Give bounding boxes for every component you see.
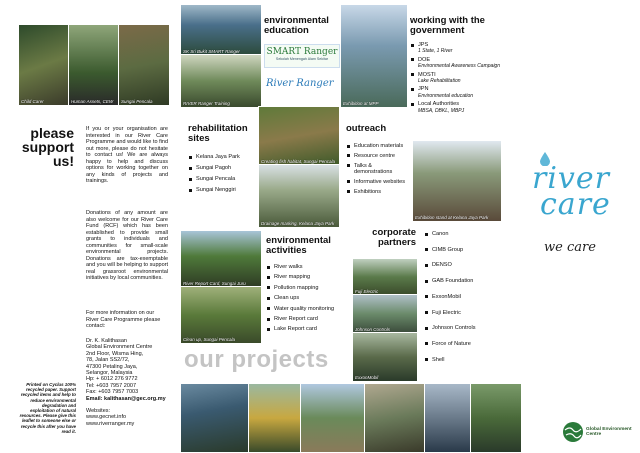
- caption: River Report Card, Sungai Juru: [183, 281, 246, 286]
- list-item: Sungai Pencala: [188, 176, 260, 182]
- donations-text: Donations of any amount are also welcome for our River Care Fund (RCF) which has been established to provide small grants to individuals and communities for small-scale environmental projects. Donations are tax-exemptable and you will be helping to support real grassroot environmental initiatives by local communities.: [86, 210, 168, 281]
- photo-clean-up: [180, 286, 262, 344]
- caption: Clean up, Sungai Pencala: [183, 337, 236, 342]
- list-item: River Report card: [266, 316, 346, 322]
- list-item: Talks & demonstrations: [346, 163, 408, 176]
- government-list: [410, 42, 510, 116]
- logo-care: care: [540, 187, 611, 222]
- list-item: River mapping: [266, 274, 346, 280]
- website-link[interactable]: www.riverranger.my: [86, 420, 135, 427]
- gov-title: JPN: [418, 86, 429, 93]
- photo-strip-4: [364, 383, 426, 453]
- list-item: Resource centre: [346, 153, 408, 159]
- gov-sub: MBSA, DBKL, MBPJ: [418, 107, 465, 114]
- caption: Creating fish habitat, Sungai Pencala: [261, 159, 336, 164]
- caption: Fuji Electric: [355, 289, 379, 294]
- caption: Child Carer: [21, 99, 44, 104]
- contact-email[interactable]: Email: kalithasan@gec.org.my: [86, 395, 166, 402]
- contact-org: Global Environment Centre: [86, 344, 153, 351]
- rehab-heading: [188, 124, 258, 144]
- website-link[interactable]: www.gecnet.info: [86, 414, 127, 421]
- smart-ranger-logo-text: SMART Ranger: [266, 47, 338, 57]
- caption: Human Assets, CEW: [71, 99, 114, 104]
- photo-child-carer: [18, 24, 70, 106]
- photo-sungai-pencala: [118, 24, 170, 106]
- globe-icon: [562, 421, 584, 443]
- list-item: [410, 42, 510, 55]
- caption: SK Sri Bukit SMART Ranger: [183, 49, 240, 54]
- list-item: DENSO: [424, 262, 504, 268]
- contact-tel: Tel: +603 7957 2007: [86, 382, 137, 389]
- list-item: Education materials: [346, 143, 408, 149]
- list-item: Clean ups: [266, 295, 346, 301]
- gov-title: MOSTI: [418, 71, 436, 78]
- list-item: CIMB Group: [424, 247, 504, 253]
- more-info-text: For more information on our River Care Programme please contact:: [86, 310, 161, 329]
- list-item: Water quality monitoring: [266, 306, 346, 312]
- list-item: Pollution mapping: [266, 285, 346, 291]
- partners-heading: corporate partners: [372, 227, 416, 248]
- caption: Drainage marking, Kelana Jaya Park: [261, 221, 335, 226]
- gov-title: DOE: [418, 56, 431, 63]
- gec-logo: [562, 421, 636, 445]
- list-item: [410, 57, 510, 70]
- rehab-heading-text: rehabilitation sites: [188, 123, 248, 144]
- activities-heading: environmental activities: [266, 235, 331, 256]
- printed-note: Printed on Cyclus 100% recycled paper. Support recycled items and help to reduce environmental degradation and exploitation of natural resources. Please give this leaflet to someone else or recycle this after you have read it.: [19, 382, 76, 434]
- support-heading: please support us!: [21, 125, 74, 169]
- caption: RIVER Ranger Training: [183, 101, 230, 106]
- smart-ranger-logo-sub: Sekolah Menengah Alam Sekitar: [275, 57, 329, 61]
- contact-name: Dr. K. Kalithasan: [86, 338, 127, 344]
- caption: Exhibition at MPP: [343, 101, 379, 106]
- photo-strip-1: [180, 383, 250, 453]
- photo-fish-habitat: [258, 106, 340, 166]
- photo-exxonmobil: [352, 332, 418, 382]
- photo-fuji-electric: [352, 258, 418, 296]
- photo-strip-6: [470, 383, 522, 453]
- gov-sub: Environmental Awareness Campaign: [418, 63, 500, 70]
- caption: Sungai Pencala: [121, 99, 153, 104]
- list-item: Exhibitions: [346, 189, 408, 195]
- contact-fax: Fax: +603 7957 7003: [86, 389, 139, 396]
- photo-drainage-marking: [258, 164, 340, 228]
- photo-smart-ranger: [180, 4, 262, 56]
- list-item: [410, 86, 510, 99]
- river-care-logo: [522, 150, 634, 262]
- caption: ExxonMobil: [355, 375, 379, 380]
- list-item: [410, 101, 510, 114]
- list-item: Sungai Pagoh: [188, 165, 260, 171]
- photo-river-report-card: [180, 230, 262, 288]
- partners-list: [424, 231, 504, 372]
- list-item: Kelana Jaya Park: [188, 154, 260, 160]
- gov-title: JPS: [418, 42, 429, 48]
- activities-list: [266, 264, 346, 337]
- rehab-list: [188, 154, 260, 198]
- list-item: ExxonMobil: [424, 294, 504, 300]
- websites-label: Websites:: [86, 408, 111, 415]
- photo-river-ranger-training: [180, 54, 262, 108]
- contact-address-line: Selangor, Malaysia: [86, 370, 133, 377]
- list-item: [410, 72, 510, 85]
- photo-exhibition-stand: [412, 140, 502, 222]
- logo-river: river: [532, 161, 610, 196]
- list-item: Lake Report card: [266, 326, 346, 332]
- env-education-heading: environmental education: [264, 15, 329, 36]
- list-item: GAB Foundation: [424, 278, 504, 284]
- support-intro: If you or your organisation are interested in our River Care Programme and would like to find out more, please do not hesitate to contact us! We are always happy to help and discuss options for working together on any kinds of projects and trainings.: [86, 126, 168, 184]
- outreach-heading: outreach: [346, 123, 387, 134]
- photo-strip-3: [300, 383, 366, 453]
- list-item: Shell: [424, 357, 504, 363]
- gec-logo-text: Global Environment Centre: [586, 427, 632, 438]
- gov-sub: Environmental education: [418, 92, 474, 99]
- logo-tagline: we care: [544, 240, 596, 255]
- contact-address-line: 47300 Petaling Jaya,: [86, 363, 138, 370]
- list-item: Johnson Controls: [424, 325, 504, 331]
- list-item: Force of Nature: [424, 341, 504, 347]
- contact-address-line: 78, Jalan SS2/72,: [86, 357, 130, 364]
- gov-title: Local Authorities: [418, 101, 460, 108]
- smart-ranger-logo: [264, 44, 340, 68]
- photo-johnson-controls: [352, 294, 418, 334]
- list-item: Informative websites: [346, 179, 408, 185]
- caption: Exhibition stand at Kelana Jaya Park: [415, 215, 489, 220]
- outreach-list: [346, 143, 408, 198]
- contact-block: [86, 338, 172, 427]
- photo-strip-2: [248, 383, 302, 453]
- list-item: Fuji Electric: [424, 310, 504, 316]
- list-item: River walks: [266, 264, 346, 270]
- list-item: Sungai Nenggiri: [188, 187, 260, 193]
- photo-exhibition-mpp: [340, 4, 408, 108]
- contact-hp: Hp: + 6012 276 9772: [86, 376, 138, 383]
- gov-sub: Lake Rehabilitation: [418, 78, 461, 85]
- gov-sub: 1 State, 1 River: [418, 48, 453, 55]
- list-item: Canon: [424, 231, 504, 237]
- river-ranger-logo: River Ranger: [266, 78, 334, 89]
- government-heading: working with the government: [410, 15, 485, 36]
- photo-human-assets: [68, 24, 120, 106]
- our-projects-title: our projects: [184, 346, 329, 373]
- contact-address-line: 2nd Floor, Wisma Hing,: [86, 350, 144, 357]
- photo-strip-5: [424, 383, 472, 453]
- caption: Johnson Controls: [355, 327, 391, 332]
